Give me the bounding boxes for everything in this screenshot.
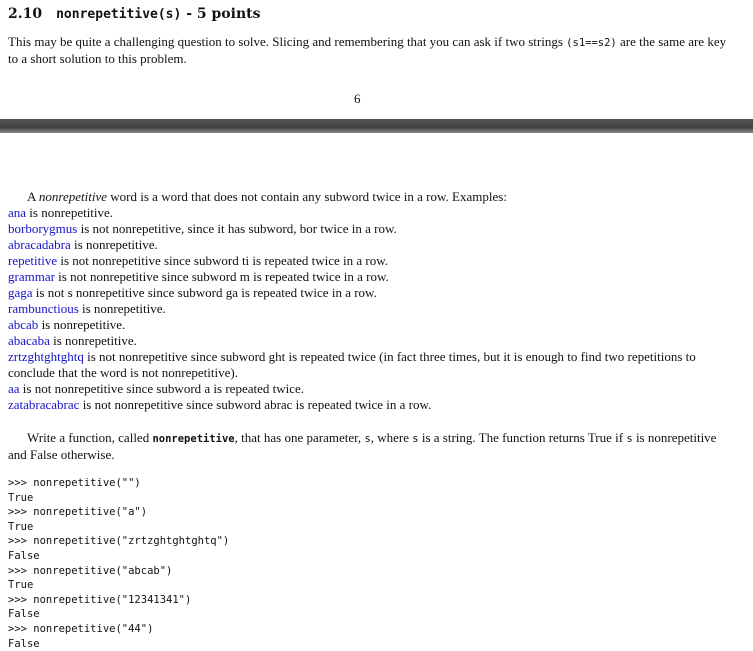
example-word: grammar xyxy=(8,269,55,284)
example-explanation: is nonrepetitive. xyxy=(70,237,158,252)
task-paragraph xyxy=(8,430,730,463)
example-item xyxy=(8,301,733,317)
function-name: nonrepetitive(s) xyxy=(56,7,182,22)
intro-code: (s1==s2) xyxy=(566,37,617,49)
example-item xyxy=(8,237,733,253)
example-explanation: is nonrepetitive. xyxy=(38,317,126,332)
section-number: 2.10 xyxy=(8,6,43,22)
page-number: 6 xyxy=(354,91,361,106)
example-word: abracadabra xyxy=(8,237,71,252)
example-item xyxy=(8,381,733,397)
definition-prefix: A xyxy=(27,189,39,204)
examples-section xyxy=(8,189,733,413)
page-divider xyxy=(0,119,753,133)
example-word: rambunctious xyxy=(8,301,79,316)
code-output: False xyxy=(8,608,40,621)
code-output: True xyxy=(8,491,34,504)
code-call: >>> nonrepetitive("a") xyxy=(8,506,148,519)
example-item xyxy=(8,333,733,349)
task-text-1: Write a function, called xyxy=(27,430,153,445)
example-item xyxy=(8,205,733,221)
example-item xyxy=(8,269,733,285)
task-function-name: nonrepetitive xyxy=(152,433,235,445)
example-word: ana xyxy=(8,205,27,220)
code-output: True xyxy=(8,520,34,533)
definition-suffix: word is a word that does not contain any subword twice in a row. Examples: xyxy=(107,189,507,204)
example-item xyxy=(8,253,733,269)
task-param-3: s xyxy=(626,433,633,445)
example-explanation: is not nonrepetitive since subword a is repeated twice. xyxy=(19,381,305,396)
definition xyxy=(8,189,733,205)
example-word: aa xyxy=(8,381,20,396)
code-examples xyxy=(8,476,229,651)
code-output: False xyxy=(8,549,40,562)
intro-text-2: are the same are key to a short solution to this problem. xyxy=(8,34,727,66)
code-call: >>> nonrepetitive("abcab") xyxy=(8,564,173,577)
example-explanation: is not nonrepetitive since subword ght is repeated twice (in fact three times, but it is enough to find two repetitions to conclude that the word is not nonrepetitive). xyxy=(8,349,696,380)
example-word: gaga xyxy=(8,285,33,300)
example-item xyxy=(8,317,733,333)
example-word: zatabracabrac xyxy=(8,397,80,412)
section-heading xyxy=(8,6,261,22)
code-output: False xyxy=(8,637,40,650)
task-text-2: , that has one parameter, xyxy=(234,430,365,445)
example-explanation: is nonrepetitive. xyxy=(49,333,137,348)
definition-term: nonrepetitive xyxy=(38,189,108,204)
code-call: >>> nonrepetitive("12341341") xyxy=(8,593,192,606)
example-item xyxy=(8,221,733,237)
example-explanation: is not nonrepetitive since subword abrac is repeated twice in a row. xyxy=(79,397,432,412)
task-text-5: is nonrepetitive and False otherwise. xyxy=(8,430,717,462)
intro-text-1: This may be quite a challenging question to solve. Slicing and remembering that you can ask if two strings xyxy=(8,34,567,49)
example-item xyxy=(8,349,733,381)
task-text-4: is a string. The function returns True if xyxy=(418,430,627,445)
example-word: borborygmus xyxy=(8,221,78,236)
example-explanation: is not nonrepetitive since subword m is repeated twice in a row. xyxy=(54,269,389,284)
example-word: abcab xyxy=(8,317,39,332)
example-word: abacaba xyxy=(8,333,50,348)
intro-paragraph xyxy=(8,34,728,67)
task-param-2: s xyxy=(412,433,419,445)
example-explanation: is not nonrepetitive, since it has subword, bor twice in a row. xyxy=(77,221,397,236)
example-word: repetitive xyxy=(8,253,58,268)
example-item xyxy=(8,397,733,413)
example-item xyxy=(8,285,733,301)
example-explanation: is not nonrepetitive since subword ti is repeated twice in a row. xyxy=(57,253,389,268)
task-param-1: s xyxy=(364,433,371,445)
points-label: - 5 points xyxy=(181,6,261,22)
task-text-3: , where xyxy=(370,430,413,445)
example-word: zrtzghtghtghtq xyxy=(8,349,84,364)
code-output: True xyxy=(8,579,34,592)
code-call: >>> nonrepetitive("zrtzghtghtghtq") xyxy=(8,535,230,548)
example-explanation: is nonrepetitive. xyxy=(78,301,166,316)
example-explanation: is not s nonrepetitive since subword ga is repeated twice in a row. xyxy=(32,285,377,300)
code-call: >>> nonrepetitive("44") xyxy=(8,622,154,635)
example-explanation: is nonrepetitive. xyxy=(26,205,114,220)
example-list xyxy=(8,205,733,413)
code-call: >>> nonrepetitive("") xyxy=(8,477,141,489)
